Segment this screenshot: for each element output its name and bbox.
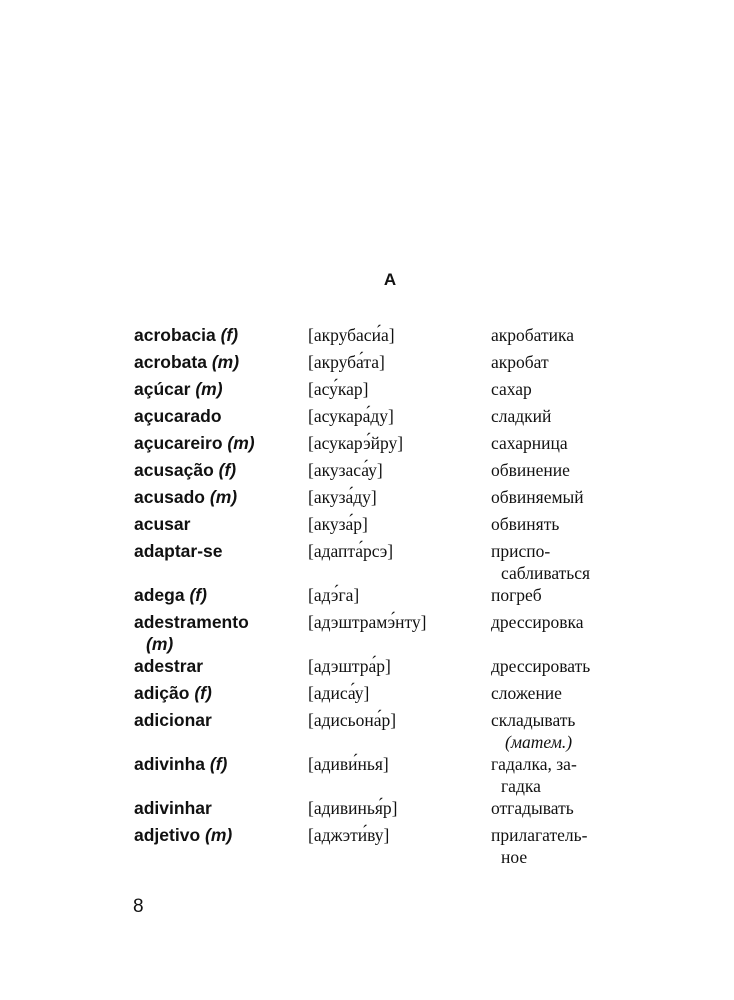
entry-headword: açúcar	[134, 379, 191, 399]
dictionary-entry	[134, 486, 614, 508]
section-letter-heading: A	[383, 270, 397, 289]
entry-translation	[491, 709, 614, 753]
dictionary-entry	[134, 753, 614, 797]
dictionary-entry	[134, 540, 614, 584]
entry-word	[134, 753, 308, 775]
dictionary-entry	[134, 797, 614, 819]
entry-translation-text: приспо-	[491, 541, 551, 561]
entry-pronunciation: [адисьона́р]	[308, 710, 397, 730]
entry-translation-text: отгадывать	[491, 798, 574, 818]
dictionary-entry	[134, 709, 614, 753]
entry-pronunciation: [адивинья́р]	[308, 798, 398, 818]
entry-translation-text: обвиняемый	[491, 487, 584, 507]
entry-pronunciation: [акузаса́у]	[308, 460, 383, 480]
entry-pronunciation: [аджэти́ву]	[308, 825, 390, 845]
entry-word	[134, 405, 308, 427]
entry-headword: acrobata	[134, 352, 207, 372]
entry-gender: (m)	[211, 352, 240, 372]
entry-word	[134, 655, 308, 677]
entry-translation	[491, 824, 614, 868]
dictionary-entry	[134, 824, 614, 868]
entry-gender: (f)	[218, 460, 237, 480]
dictionary-entry	[134, 655, 614, 677]
entry-translation-text: сахарница	[491, 433, 568, 453]
entry-headword: adestrar	[134, 656, 204, 676]
entry-headword: adjetivo	[134, 825, 201, 845]
entry-gender: (f)	[220, 325, 239, 345]
entry-gender: (m)	[209, 487, 238, 507]
entry-headword: acusar	[134, 514, 191, 534]
entry-gender: (f)	[194, 683, 212, 703]
dictionary-entry	[134, 584, 614, 606]
entry-translation	[491, 351, 614, 373]
entry-translation-text: складывать	[491, 710, 576, 730]
entry-gender: (f)	[189, 585, 207, 605]
entry-word	[134, 797, 308, 819]
entry-translation	[491, 584, 614, 606]
entry-pronunciation: [адэштра́р]	[308, 656, 391, 676]
dictionary-entries	[134, 324, 614, 868]
dictionary-entry	[134, 432, 614, 454]
entry-word	[134, 459, 308, 481]
entry-pronunciation: [акуза́ду]	[308, 487, 377, 507]
entry-translation-text: погреб	[491, 585, 542, 605]
entry-headword: adivinha	[134, 754, 205, 774]
entry-translation-note: (матем.)	[505, 732, 573, 752]
entry-translation-text: сложение	[491, 683, 562, 703]
entry-translation-text: акробат	[491, 352, 549, 372]
entry-pronunciation: [акруба́та]	[308, 352, 385, 372]
entry-pronunciation: [адэштрамэ́нту]	[308, 612, 427, 632]
entry-pronunciation: [акуза́р]	[308, 514, 368, 534]
entry-translation	[491, 324, 614, 346]
entry-word	[134, 611, 308, 655]
entry-headword: adição	[134, 683, 190, 703]
entry-pronunciation: [адиви́нья]	[308, 754, 389, 774]
entry-translation	[491, 459, 614, 481]
entry-headword: adaptar-se	[134, 541, 223, 561]
entry-translation-text: сладкий	[491, 406, 552, 426]
entry-translation	[491, 378, 614, 400]
entry-gender: (f)	[209, 754, 228, 774]
entry-word	[134, 351, 308, 373]
entry-headword: acusação	[134, 460, 214, 480]
entry-word	[134, 709, 308, 731]
entry-translation-text: гадалка, за-	[491, 754, 577, 774]
entry-translation	[491, 432, 614, 454]
entry-word	[134, 378, 308, 400]
entry-headword: adivinhar	[134, 798, 212, 818]
entry-translation-text: дрессировка	[491, 612, 584, 632]
entry-translation	[491, 405, 614, 427]
entry-headword: acusado	[134, 487, 205, 507]
dictionary-entry	[134, 405, 614, 427]
entry-word	[134, 824, 308, 846]
entry-pronunciation: [адиса́у]	[308, 683, 370, 703]
entry-headword: adega	[134, 585, 185, 605]
dictionary-entry	[134, 378, 614, 400]
dictionary-entry	[134, 459, 614, 481]
entry-translation	[491, 486, 614, 508]
entry-gender: (m)	[227, 433, 255, 453]
entry-word	[134, 513, 308, 535]
entry-translation-text: прилагатель-	[491, 825, 588, 845]
entry-word	[134, 540, 308, 562]
entry-pronunciation: [адэ́га]	[308, 585, 360, 605]
entry-headword: adicionar	[134, 710, 212, 730]
entry-word	[134, 432, 308, 454]
entry-translation	[491, 753, 614, 797]
entry-gender: (m)	[205, 825, 233, 845]
entry-headword: açucareiro	[134, 433, 223, 453]
entry-pronunciation: [асу́кар]	[308, 379, 369, 399]
entry-translation-text: сахар	[491, 379, 532, 399]
entry-word	[134, 324, 308, 346]
entry-gender: (m)	[146, 634, 174, 654]
entry-headword: açucarado	[134, 406, 222, 426]
entry-translation	[491, 682, 614, 704]
dictionary-entry	[134, 611, 614, 655]
dictionary-entry	[134, 682, 614, 704]
dictionary-entry	[134, 351, 614, 373]
entry-translation-continuation: сабливаться	[501, 563, 591, 583]
entry-headword: adestramento	[134, 612, 249, 632]
entry-pronunciation: [асукара́ду]	[308, 406, 394, 426]
entry-translation-text: акробатика	[491, 325, 575, 345]
entry-translation-continuation: ное	[501, 847, 528, 867]
entry-headword: acrobacia	[134, 325, 216, 345]
entry-pronunciation: [адапта́рсэ]	[308, 541, 394, 561]
dictionary-entry	[134, 513, 614, 535]
entry-translation	[491, 797, 614, 819]
entry-gender: (m)	[195, 379, 223, 399]
entry-translation-text: обвинение	[491, 460, 570, 480]
entry-word	[134, 682, 308, 704]
page-number: 8	[133, 896, 144, 917]
entry-translation	[491, 655, 614, 677]
entry-pronunciation: [асукарэ́йру]	[308, 433, 404, 453]
entry-pronunciation: [акрубаси́а]	[308, 325, 395, 345]
entry-word	[134, 584, 308, 606]
entry-translation	[491, 513, 614, 535]
entry-translation-continuation: гадка	[501, 776, 541, 796]
entry-translation-text: обвинять	[491, 514, 560, 534]
dictionary-entry	[134, 324, 614, 346]
entry-word	[134, 486, 308, 508]
entry-translation-text: дрессировать	[491, 656, 591, 676]
entry-translation	[491, 540, 614, 584]
entry-translation	[491, 611, 614, 633]
